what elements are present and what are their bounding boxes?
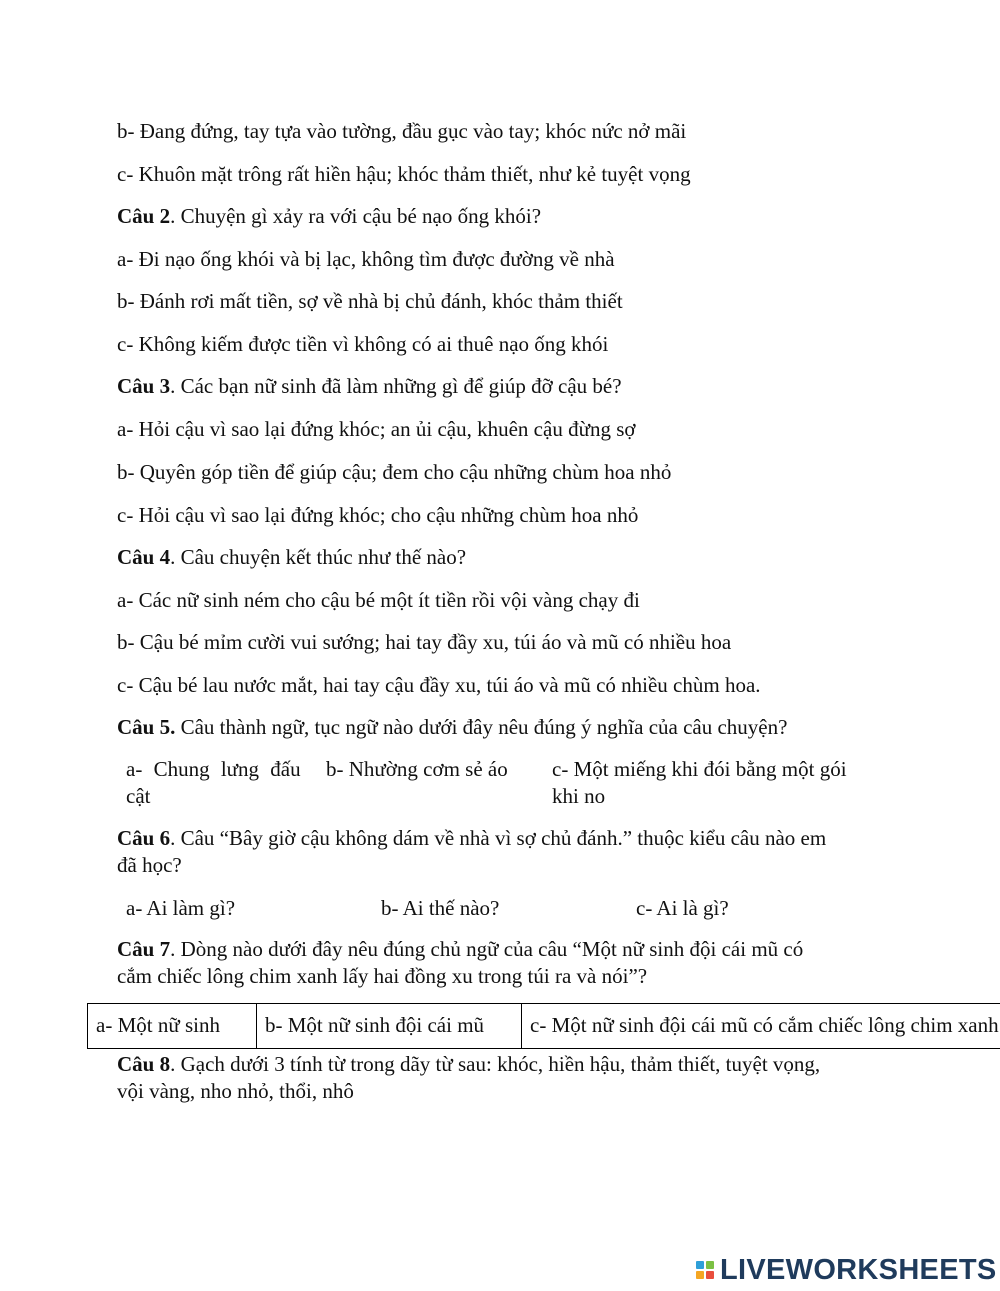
q1-option-c: c- Khuôn mặt trông rất hiền hậu; khóc thảm thiết, như kẻ tuyệt vọng bbox=[117, 162, 691, 186]
q5-option-a-line1: a- Chung lưng đấu bbox=[126, 757, 301, 781]
q4-number: Câu 4 bbox=[117, 545, 171, 569]
q6-text-line2: đã học? bbox=[117, 853, 182, 877]
q2-option-c: c- Không kiếm được tiền vì không có ai thuê nạo ống khói bbox=[117, 332, 609, 356]
q1-option-b: b- Đang đứng, tay tựa vào tường, đầu gục vào tay; khóc nức nở mãi bbox=[117, 119, 687, 143]
q5-option-a bbox=[126, 756, 316, 810]
q6-text-line1: . Câu “Bây giờ cậu không dám về nhà vì sợ chủ đánh.” thuộc kiểu câu nào em bbox=[170, 826, 827, 850]
q7-text-line1: . Dòng nào dưới đây nêu đúng chủ ngữ của câu “Một nữ sinh đội cái mũ có bbox=[170, 937, 804, 961]
q7-options-table bbox=[87, 1003, 1000, 1049]
liveworksheets-logo[interactable] bbox=[696, 1255, 997, 1285]
q6-question bbox=[117, 825, 826, 879]
q5-number: Câu 5. bbox=[117, 715, 176, 739]
liveworksheets-logo-icon bbox=[696, 1261, 714, 1279]
q6-option-b: b- Ai thế nào? bbox=[381, 896, 500, 920]
q7-text-line2: cắm chiếc lông chim xanh lấy hai đồng xu trong túi ra và nói”? bbox=[117, 964, 648, 988]
q3-option-a: a- Hỏi cậu vì sao lại đứng khóc; an ủi cậu, khuên cậu đừng sợ bbox=[117, 417, 636, 441]
q5-option-c-line1: c- Một miếng khi đói bằng một gói bbox=[552, 757, 847, 781]
q2-question bbox=[117, 203, 541, 229]
q7-option-a: a- Một nữ sinh bbox=[88, 1004, 257, 1048]
logo-text: LIVEWORKSHEETS bbox=[720, 1253, 997, 1286]
q3-question bbox=[117, 373, 622, 399]
q3-option-c: c- Hỏi cậu vì sao lại đứng khóc; cho cậu những chùm hoa nhỏ bbox=[117, 503, 639, 527]
q7-option-b: b- Một nữ sinh đội cái mũ bbox=[257, 1004, 522, 1048]
q7-question bbox=[117, 936, 803, 990]
q8-text-line1: . Gạch dưới 3 tính từ trong dãy từ sau: khóc, hiền hậu, thảm thiết, tuyệt vọng, bbox=[170, 1052, 821, 1076]
q4-option-a: a- Các nữ sinh ném cho cậu bé một ít tiền rồi vội vàng chạy đi bbox=[117, 588, 640, 612]
q5-option-c bbox=[552, 756, 847, 810]
q7-option-c: c- Một nữ sinh đội cái mũ có cắm chiếc lông chim xanh bbox=[522, 1004, 1000, 1048]
q3-option-b: b- Quyên góp tiền để giúp cậu; đem cho cậu những chùm hoa nhỏ bbox=[117, 460, 672, 484]
q5-text: Câu thành ngữ, tục ngữ nào dưới đây nêu đúng ý nghĩa của câu chuyện? bbox=[175, 715, 788, 739]
q6-option-c: c- Ai là gì? bbox=[636, 896, 729, 920]
q2-number: Câu 2 bbox=[117, 204, 171, 228]
q2-option-a: a- Đi nạo ống khói và bị lạc, không tìm được đường về nhà bbox=[117, 247, 615, 271]
q8-number: Câu 8 bbox=[117, 1052, 171, 1076]
q3-number: Câu 3 bbox=[117, 374, 171, 398]
q5-question bbox=[117, 714, 787, 740]
q4-text: . Câu chuyện kết thúc như thế nào? bbox=[170, 545, 467, 569]
q7-number: Câu 7 bbox=[117, 937, 171, 961]
q4-question bbox=[117, 544, 466, 570]
q6-option-a: a- Ai làm gì? bbox=[126, 896, 236, 920]
q4-option-c: c- Cậu bé lau nước mắt, hai tay cậu đầy xu, túi áo và mũ có nhiều chùm hoa. bbox=[117, 673, 761, 697]
q3-text: . Các bạn nữ sinh đã làm những gì để giúp đỡ cậu bé? bbox=[170, 374, 622, 398]
q5-option-c-line2: khi no bbox=[552, 784, 606, 808]
q2-option-b: b- Đánh rơi mất tiền, sợ về nhà bị chủ đánh, khóc thảm thiết bbox=[117, 289, 623, 313]
q8-question bbox=[117, 1051, 820, 1105]
q6-number: Câu 6 bbox=[117, 826, 171, 850]
q4-option-b: b- Cậu bé mỉm cười vui sướng; hai tay đầy xu, túi áo và mũ có nhiều hoa bbox=[117, 630, 732, 654]
q8-text-line2: vội vàng, nho nhỏ, thổi, nhô bbox=[117, 1079, 354, 1103]
q2-text: . Chuyện gì xảy ra với cậu bé nạo ống khói? bbox=[170, 204, 542, 228]
q5-option-a-line2: cật bbox=[126, 784, 151, 808]
q5-option-b: b- Nhường cơm sẻ áo bbox=[326, 757, 508, 781]
